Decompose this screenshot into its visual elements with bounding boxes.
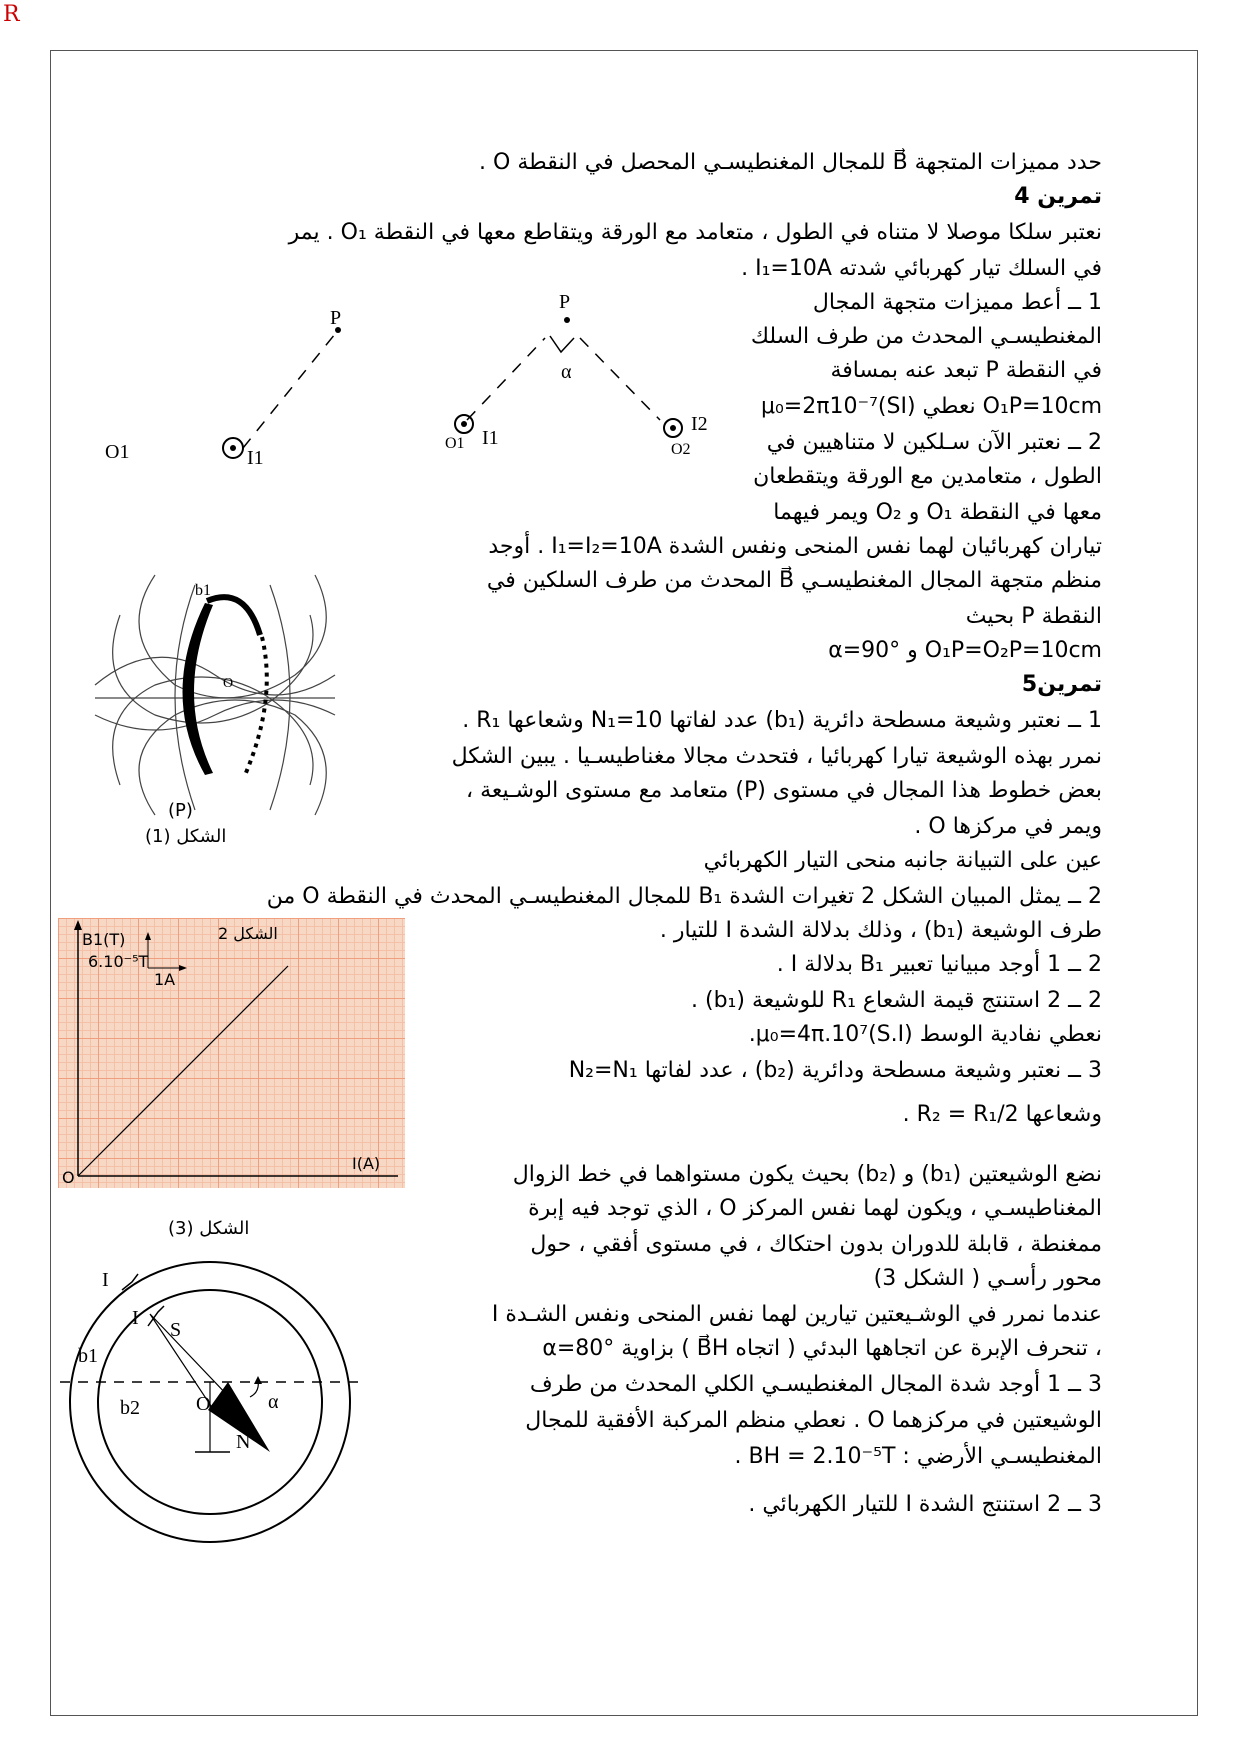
label-i1-right: I1 [482,427,499,449]
label-s: S [170,1319,182,1341]
label-b1: b1 [195,582,211,599]
text-line: O₁P=10cm نعطي μ₀=2π10⁻⁷(SI) [760,394,1102,419]
figure1-plane-label: (P) [168,800,193,821]
text-line: الوشيعتين في مركزهما O . نعطي منظم المركبة الأفقية للمجال [525,1408,1102,1433]
text-line: نضع الوشيعتين (b₁) و (b₂) بحيث يكون مستواهما في خط الزوال [512,1162,1102,1187]
coil-field-figure [95,575,340,820]
text-line: ويمر في مركزها O . [914,814,1102,839]
graph-caption: الشكل 2 [218,924,278,943]
text-line: 1 ــ أعط مميزات متجهة المجال [812,290,1102,315]
text-line: في النقطة P تبعد عنه بمسافة [830,358,1102,383]
corner-mark: R [3,2,20,27]
label-o1-left: O1 [105,441,130,463]
text-line: المغناطيسـي ، ويكون لهما نفس المركز O ، الذي توجد فيه إبرة [528,1196,1102,1221]
graph-line [78,966,288,1176]
text-line: O₁P=O₂P=10cm و α=90° [828,638,1102,663]
text-line: 3 ــ 1 أوجد شدة المجال المغنطيسـي الكلي المحدث من طرف [529,1372,1102,1397]
text-line: بعض خطوط هذا المجال في مستوى (P) متعامد مع مستوى الوشـيعة ، [465,778,1102,803]
graph-ylabel: B1(T) [82,930,126,949]
graph-figure [58,918,405,1188]
label-i-inner: I [132,1307,139,1329]
text-line: نعتبر سلكا موصلا لا متناه في الطول ، متعامد مع الورقة ويتقاطع معها في النقطة O₁ . يمر [288,220,1102,245]
graph-scale-y: 6.10⁻⁵T [88,952,149,971]
figure1-caption: الشكل (1) [145,826,227,847]
text-line: نمرر بهذه الوشيعة تيارا كهربائيا ، فتحدث مجالا مغناطيسـيا . يبين الشكل [451,744,1102,769]
exercise-4-title: تمرين 4 [1014,184,1102,209]
text-line: تياران كهربائيان لهما نفس المنحى ونفس الشدة I₁=I₂=10A . أوجد [488,534,1102,559]
label-o1-right: O1 [445,435,465,452]
label-o2: O2 [671,441,691,458]
label-p-right: P [559,291,571,313]
text-line: 2 ــ 1 أوجد مبيانيا تعبير B₁ بدلالة I . [776,952,1102,977]
text-line: ، تنحرف الإبرة عن اتجاهها البدئي ( اتجاه B⃗H ) بزاوية α=80° [542,1336,1102,1361]
label-alpha-3: α [268,1391,279,1413]
text-line: 3 ــ نعتبر وشيعة مسطحة ودائرية (b₂) ، عدد لفاتها N₂=N₁ [568,1058,1102,1083]
label-i1-left: I1 [247,447,264,469]
text-line: عين على التبيانة جانبه منحى التيار الكهربائي [703,848,1102,873]
text-line: في السلك تيار كهربائي شدته I₁=10A . [741,256,1102,281]
text-line: عندما نمرر في الوشـيعتين تيارين لهما نفس المنحى ونفس الشـدة I [491,1302,1102,1327]
text-line: نعطي نفادية الوسط μ₀=4π.10⁷(S.I). [748,1022,1102,1047]
compass-coils-figure [60,1252,360,1552]
text-line: طرف الوشيعة (b₁) ، وذلك بدلالة الشدة I للتيار . [659,918,1102,943]
wire-geometry-figure [95,280,708,470]
text-line: 3 ــ 2 استنتج الشدة I للتيار الكهربائي . [748,1492,1102,1517]
text-line: حدد مميزات المتجهة B⃗ للمجال المغنطيسـي المحصل في النقطة O . [479,150,1102,175]
text-line: 2 ــ نعتبر الآن سـلكين لا متناهيين في [766,430,1102,455]
text-line: معها في النقطة O₁ و O₂ ويمر فيهما [773,500,1102,525]
graph-scale-x: 1A [154,970,176,989]
text-line: النقطة P بحيث [965,604,1102,629]
graph-xlabel: I(A) [352,1154,381,1173]
exercise-5-title: تمرين5 [1021,672,1102,697]
figure3-caption: الشكل (3) [168,1218,250,1239]
label-i2: I2 [691,413,708,435]
text-line: الطول ، متعامدين مع الورقة ويتقطعان [753,464,1102,489]
label-o: O [196,1393,211,1415]
text-line: المغنطيسـي المحدث من طرف السلك [750,324,1102,349]
label-o-center: O [223,676,234,691]
text-line: 2 ــ يمثل المبيان الشكل 2 تغيرات الشدة B₁ للمجال المغنطيسـي المحدث في النقطة O من [266,884,1102,909]
label-i-outer: I [102,1269,109,1291]
label-b2-coil: b2 [120,1397,140,1419]
label-b1-coil: b1 [78,1345,98,1367]
text-line: ممغنطة ، قابلة للدوران بدون احتكاك ، في مستوى أفقي ، حول [530,1232,1102,1257]
text-line: 1 ــ نعتبر وشيعة مسطحة دائرية (b₁) عدد لفاتها N₁=10 وشعاعها R₁ . [462,708,1102,733]
text-line: محور رأسـي ( الشكل 3) [873,1266,1102,1291]
text-line: المغنطيسـي الأرضي : BH = 2.10⁻⁵T . [734,1444,1102,1469]
label-alpha: α [561,361,572,383]
text-line: وشعاعها R₂ = R₁/2 . [902,1102,1102,1127]
label-p-left: P [330,307,342,329]
text-line: 2 ــ 2 استنتج قيمة الشعاع R₁ للوشيعة (b₁) . [691,988,1102,1013]
graph-origin: O [62,1168,75,1187]
text-line: منظم متجهة المجال المغنطيسـي B⃗ المحدث من طرف السلكين في [486,568,1102,593]
label-n: N [236,1431,251,1453]
